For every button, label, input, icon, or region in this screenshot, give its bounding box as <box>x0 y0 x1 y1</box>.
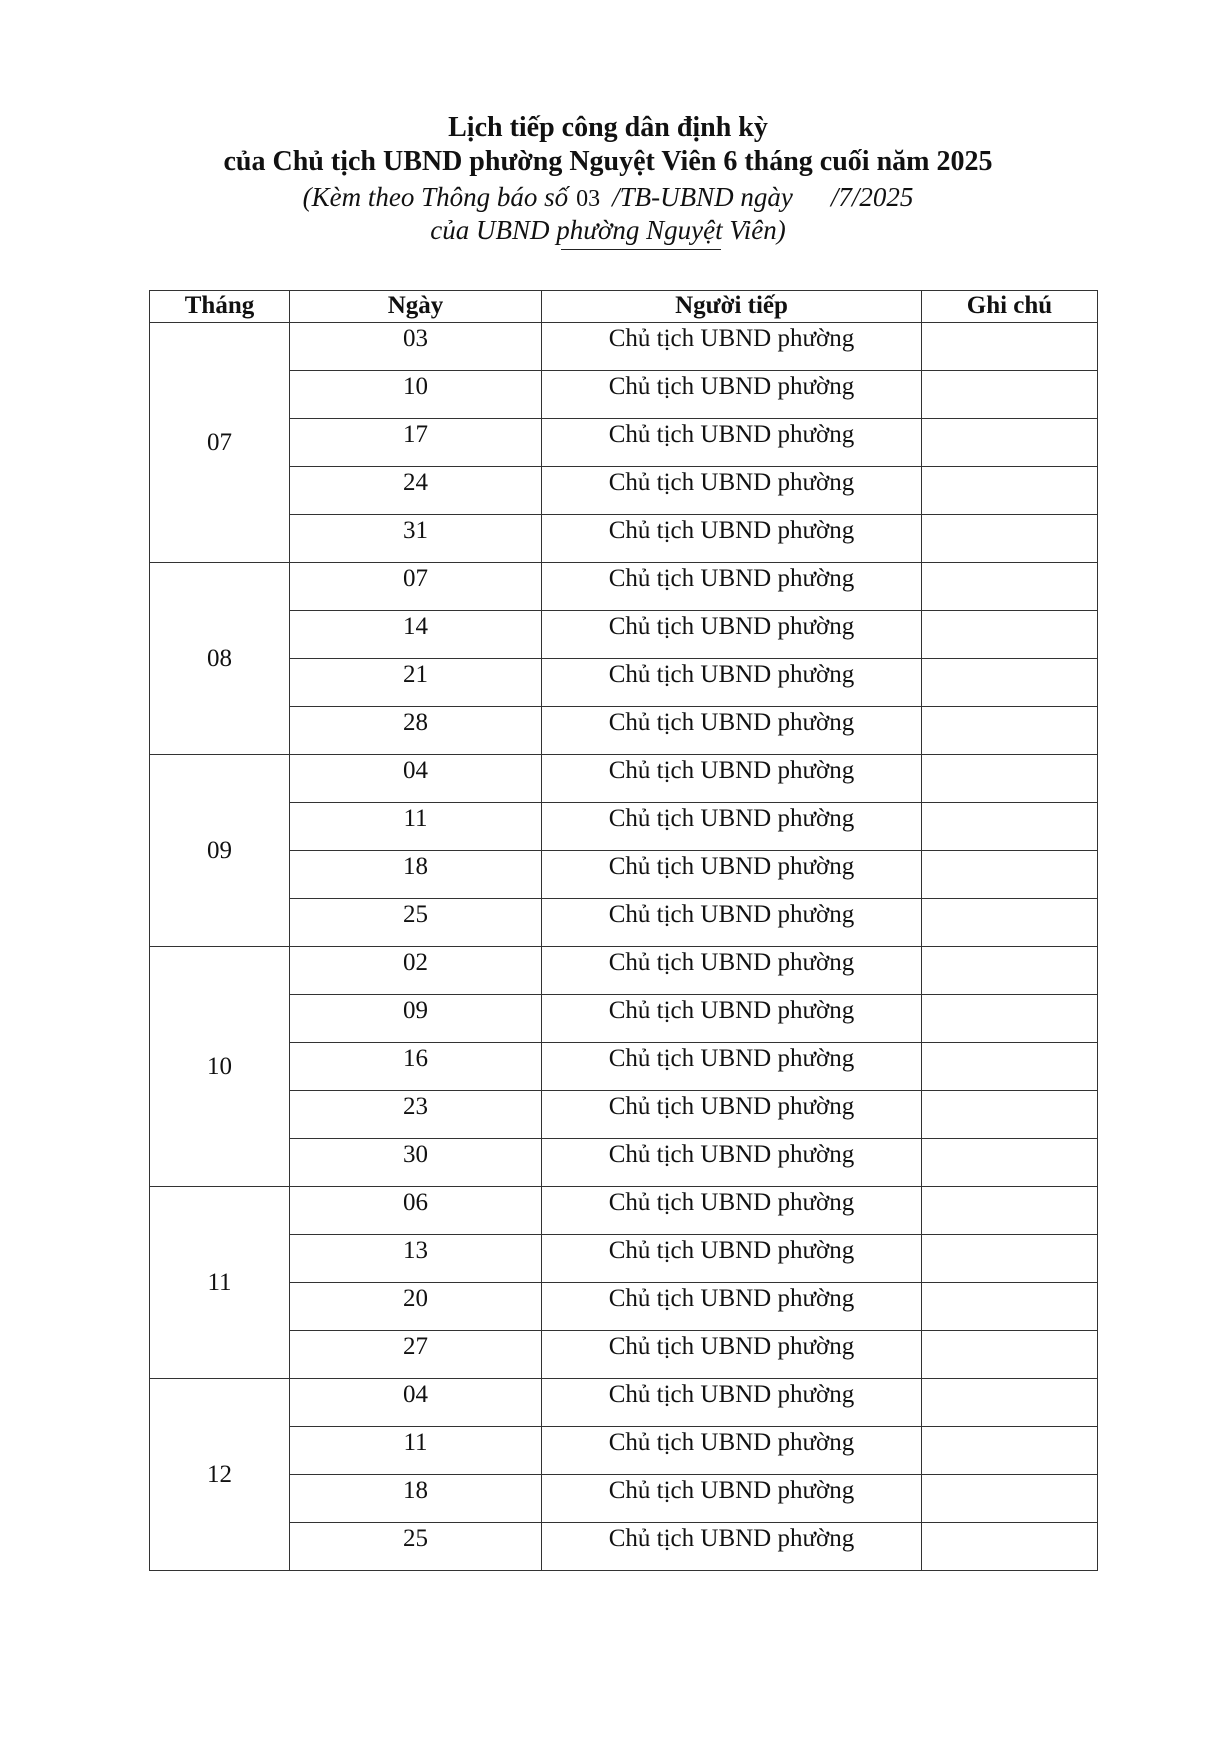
document-title: Lịch tiếp công dân định kỳ <box>448 112 768 143</box>
table-row <box>150 899 1098 947</box>
note-cell <box>922 563 1098 611</box>
table-row <box>150 467 1098 515</box>
table-row <box>150 1043 1098 1091</box>
notice-reference <box>0 182 1216 213</box>
table-row <box>150 659 1098 707</box>
schedule-body <box>150 323 1098 1571</box>
table-row <box>150 611 1098 659</box>
notice-issuer: của UBND phường Nguyệt Viên) <box>430 215 786 245</box>
person-cell: Chủ tịch UBND phường <box>542 371 922 419</box>
day-cell: 06 <box>290 1187 542 1235</box>
notice-middle: /TB-UBND ngày <box>612 182 793 212</box>
note-cell <box>922 467 1098 515</box>
note-cell <box>922 1475 1098 1523</box>
schedule-table <box>149 290 1098 1571</box>
table-row <box>150 995 1098 1043</box>
note-cell <box>922 755 1098 803</box>
note-cell <box>922 323 1098 371</box>
month-cell: 11 <box>150 1187 290 1379</box>
issuer-underline <box>561 249 721 250</box>
table-row <box>150 1235 1098 1283</box>
person-cell: Chủ tịch UBND phường <box>542 467 922 515</box>
person-cell: Chủ tịch UBND phường <box>542 803 922 851</box>
day-cell: 02 <box>290 947 542 995</box>
person-cell: Chủ tịch UBND phường <box>542 1523 922 1571</box>
day-cell: 28 <box>290 707 542 755</box>
table-row <box>150 1523 1098 1571</box>
table-row <box>150 947 1098 995</box>
note-cell <box>922 1523 1098 1571</box>
person-cell: Chủ tịch UBND phường <box>542 755 922 803</box>
day-cell: 04 <box>290 755 542 803</box>
note-cell <box>922 899 1098 947</box>
person-cell: Chủ tịch UBND phường <box>542 419 922 467</box>
column-header-note: Ghi chú <box>922 291 1098 323</box>
table-row <box>150 755 1098 803</box>
day-cell: 04 <box>290 1379 542 1427</box>
table-row <box>150 803 1098 851</box>
note-cell <box>922 515 1098 563</box>
column-header-day: Ngày <box>290 291 542 323</box>
column-header-person: Người tiếp <box>542 291 922 323</box>
note-cell <box>922 1331 1098 1379</box>
person-cell: Chủ tịch UBND phường <box>542 611 922 659</box>
note-cell <box>922 947 1098 995</box>
person-cell: Chủ tịch UBND phường <box>542 1139 922 1187</box>
month-cell: 10 <box>150 947 290 1187</box>
person-cell: Chủ tịch UBND phường <box>542 1475 922 1523</box>
table-row <box>150 1187 1098 1235</box>
day-cell: 31 <box>290 515 542 563</box>
table-row <box>150 851 1098 899</box>
note-cell <box>922 995 1098 1043</box>
notice-date: /7/2025 <box>830 182 914 212</box>
day-cell: 11 <box>290 1427 542 1475</box>
table-row <box>150 563 1098 611</box>
note-cell <box>922 1043 1098 1091</box>
document-subtitle: của Chủ tịch UBND phường Nguyệt Viên 6 tháng cuối năm 2025 <box>223 146 993 177</box>
day-cell: 13 <box>290 1235 542 1283</box>
note-cell <box>922 611 1098 659</box>
table-row <box>150 1283 1098 1331</box>
day-cell: 30 <box>290 1139 542 1187</box>
table-row <box>150 1091 1098 1139</box>
day-cell: 14 <box>290 611 542 659</box>
month-cell: 12 <box>150 1379 290 1571</box>
day-cell: 21 <box>290 659 542 707</box>
note-cell <box>922 371 1098 419</box>
person-cell: Chủ tịch UBND phường <box>542 947 922 995</box>
day-cell: 24 <box>290 467 542 515</box>
person-cell: Chủ tịch UBND phường <box>542 1379 922 1427</box>
person-cell: Chủ tịch UBND phường <box>542 563 922 611</box>
day-cell: 07 <box>290 563 542 611</box>
table-header-row <box>150 291 1098 323</box>
day-cell: 16 <box>290 1043 542 1091</box>
person-cell: Chủ tịch UBND phường <box>542 1235 922 1283</box>
person-cell: Chủ tịch UBND phường <box>542 1331 922 1379</box>
person-cell: Chủ tịch UBND phường <box>542 1091 922 1139</box>
table-row <box>150 707 1098 755</box>
person-cell: Chủ tịch UBND phường <box>542 995 922 1043</box>
note-cell <box>922 1379 1098 1427</box>
day-cell: 09 <box>290 995 542 1043</box>
person-cell: Chủ tịch UBND phường <box>542 851 922 899</box>
person-cell: Chủ tịch UBND phường <box>542 1043 922 1091</box>
table-row <box>150 323 1098 371</box>
note-cell <box>922 1235 1098 1283</box>
note-cell <box>922 1187 1098 1235</box>
person-cell: Chủ tịch UBND phường <box>542 1427 922 1475</box>
table-row <box>150 1427 1098 1475</box>
person-cell: Chủ tịch UBND phường <box>542 515 922 563</box>
day-cell: 25 <box>290 899 542 947</box>
person-cell: Chủ tịch UBND phường <box>542 1187 922 1235</box>
note-cell <box>922 851 1098 899</box>
table-row <box>150 515 1098 563</box>
day-cell: 18 <box>290 1475 542 1523</box>
day-cell: 25 <box>290 1523 542 1571</box>
table-row <box>150 371 1098 419</box>
day-cell: 03 <box>290 323 542 371</box>
table-row <box>150 1475 1098 1523</box>
notice-number: 03 <box>576 186 601 212</box>
note-cell <box>922 659 1098 707</box>
note-cell <box>922 1283 1098 1331</box>
month-cell: 09 <box>150 755 290 947</box>
month-cell: 08 <box>150 563 290 755</box>
person-cell: Chủ tịch UBND phường <box>542 899 922 947</box>
month-cell: 07 <box>150 323 290 563</box>
day-cell: 11 <box>290 803 542 851</box>
note-cell <box>922 1091 1098 1139</box>
table-row <box>150 1379 1098 1427</box>
person-cell: Chủ tịch UBND phường <box>542 707 922 755</box>
notice-prefix: (Kèm theo Thông báo số <box>302 182 569 212</box>
table-row <box>150 419 1098 467</box>
note-cell <box>922 419 1098 467</box>
day-cell: 23 <box>290 1091 542 1139</box>
note-cell <box>922 1427 1098 1475</box>
note-cell <box>922 707 1098 755</box>
table-row <box>150 1331 1098 1379</box>
day-cell: 20 <box>290 1283 542 1331</box>
day-cell: 18 <box>290 851 542 899</box>
table-row <box>150 1139 1098 1187</box>
person-cell: Chủ tịch UBND phường <box>542 323 922 371</box>
note-cell <box>922 1139 1098 1187</box>
day-cell: 27 <box>290 1331 542 1379</box>
note-cell <box>922 803 1098 851</box>
day-cell: 17 <box>290 419 542 467</box>
person-cell: Chủ tịch UBND phường <box>542 659 922 707</box>
person-cell: Chủ tịch UBND phường <box>542 1283 922 1331</box>
day-cell: 10 <box>290 371 542 419</box>
column-header-month: Tháng <box>150 291 290 323</box>
